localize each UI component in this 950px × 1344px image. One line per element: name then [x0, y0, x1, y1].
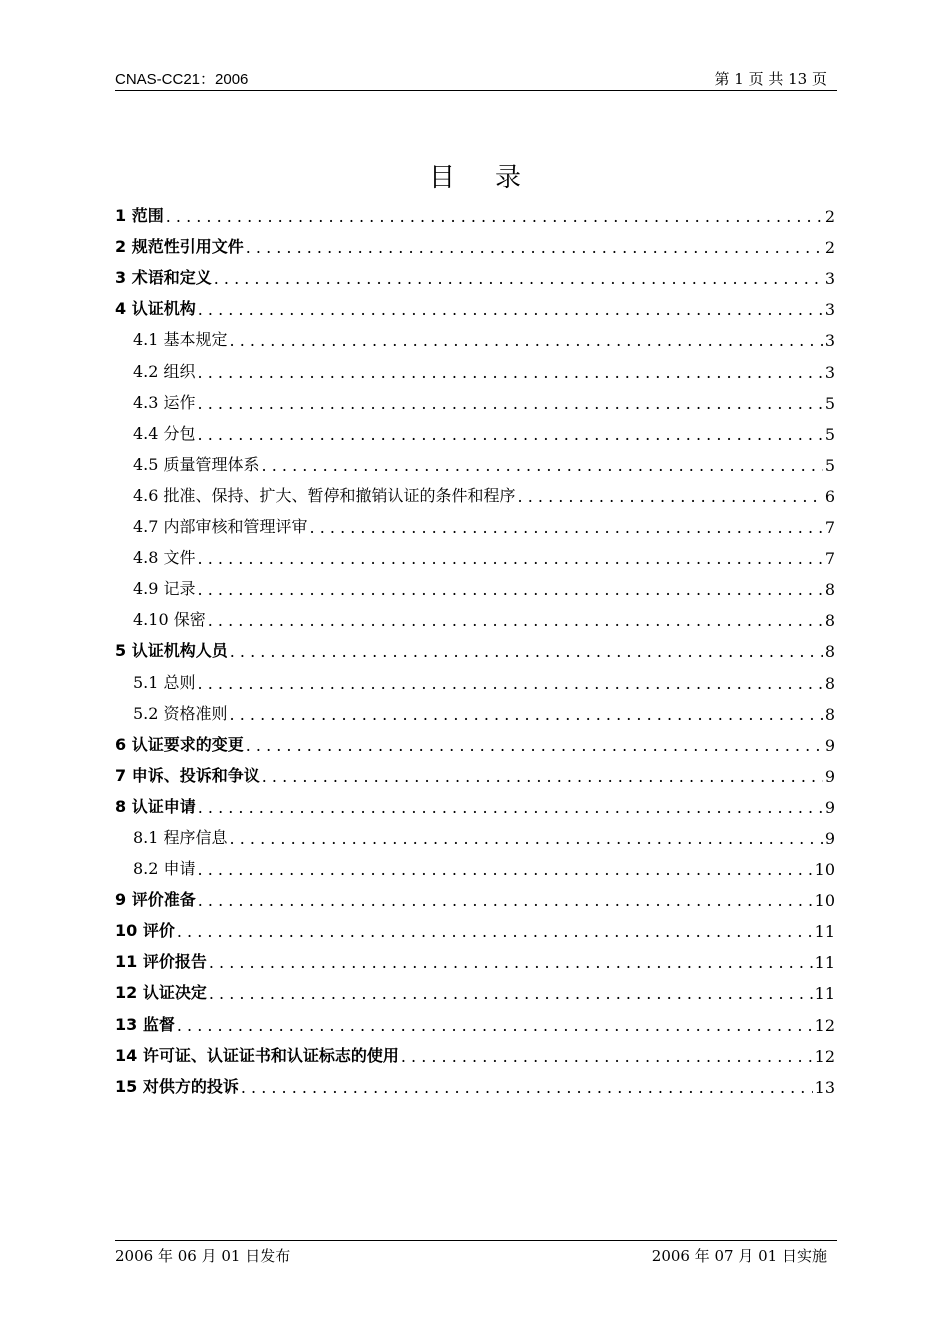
- toc-entry[interactable]: [115, 850, 835, 881]
- toc-dot-leader: [198, 891, 813, 912]
- toc-entry[interactable]: [115, 352, 835, 383]
- toc-entry-page-number: 2: [824, 238, 835, 258]
- toc-entry[interactable]: [115, 508, 835, 539]
- publish-date: 2006 年 06 月 01 日发布: [115, 1247, 291, 1265]
- toc-dot-leader: [209, 984, 813, 1005]
- page-info: 第 1 页 共 13 页: [714, 70, 827, 88]
- toc-entry-label: 8.1 程序信息: [133, 827, 228, 847]
- toc-dot-leader: [198, 363, 823, 384]
- toc-dot-leader: [198, 860, 813, 881]
- toc-entry-label: 14 许可证、认证证书和认证标志的使用: [115, 1045, 399, 1065]
- toc-dot-leader: [310, 518, 823, 539]
- page-title: 目录: [428, 163, 561, 193]
- toc-entry-label: 5 认证机构人员: [115, 641, 228, 661]
- toc-entry[interactable]: [115, 726, 835, 757]
- toc-entry-page-number: 8: [824, 642, 835, 662]
- toc-entry-label: 9 评价准备: [115, 890, 196, 910]
- toc-entry[interactable]: [115, 757, 835, 788]
- toc-entry-page-number: 11: [814, 984, 835, 1004]
- toc-entry[interactable]: [115, 1037, 835, 1068]
- toc-entry-label: 13 监督: [115, 1014, 175, 1034]
- toc-entry-page-number: 11: [814, 953, 835, 973]
- toc-dot-leader: [246, 736, 823, 757]
- toc-entry[interactable]: [115, 881, 835, 912]
- toc-dot-leader: [230, 331, 823, 352]
- toc-entry[interactable]: [115, 477, 835, 508]
- toc-entry-page-number: 3: [824, 269, 835, 289]
- toc-dot-leader: [177, 1016, 813, 1037]
- toc-entry[interactable]: [115, 228, 835, 259]
- toc-entry[interactable]: [115, 290, 835, 321]
- toc-entry[interactable]: [115, 539, 835, 570]
- toc-entry[interactable]: [115, 570, 835, 601]
- toc-entry[interactable]: [115, 384, 835, 415]
- toc-entry-label: 8 认证申请: [115, 796, 196, 816]
- toc-entry-label: 4.8 文件: [133, 548, 196, 568]
- toc-entry-page-number: 13: [814, 1077, 835, 1097]
- toc-entry-label: 8.2 申请: [133, 859, 196, 879]
- toc-entry-page-number: 10: [814, 891, 835, 911]
- toc-dot-leader: [518, 487, 823, 508]
- toc-entry-page-number: 8: [824, 611, 835, 631]
- toc-entry-page-number: 2: [824, 207, 835, 227]
- toc-entry-label: 5.1 总则: [133, 672, 196, 692]
- toc-entry[interactable]: [115, 197, 835, 228]
- toc-entry[interactable]: [115, 788, 835, 819]
- toc-entry[interactable]: [115, 259, 835, 290]
- toc-entry-page-number: 9: [824, 766, 835, 786]
- toc-entry-label: 4.5 质量管理体系: [133, 454, 260, 474]
- toc-entry-label: 4.10 保密: [133, 610, 206, 630]
- toc-entry-page-number: 12: [814, 1015, 835, 1035]
- toc-entry[interactable]: [115, 321, 835, 352]
- toc-dot-leader: [198, 674, 823, 695]
- toc-entry[interactable]: [115, 695, 835, 726]
- toc-entry[interactable]: [115, 632, 835, 663]
- toc-entry-page-number: 12: [814, 1046, 835, 1066]
- toc-dot-leader: [230, 642, 823, 663]
- toc-dot-leader: [241, 1078, 813, 1099]
- toc-entry-label: 12 认证决定: [115, 983, 207, 1003]
- toc-entry-label: 11 评价报告: [115, 952, 207, 972]
- toc-entry[interactable]: [115, 415, 835, 446]
- toc-entry-page-number: 11: [814, 922, 835, 942]
- toc-entry-label: 5.2 资格准则: [133, 703, 228, 723]
- toc-entry[interactable]: [115, 446, 835, 477]
- toc-entry-page-number: 10: [814, 860, 835, 880]
- toc-entry-label: 2 规范性引用文件: [115, 237, 244, 257]
- toc-entry-label: 4.9 记录: [133, 579, 196, 599]
- toc-dot-leader: [198, 425, 823, 446]
- toc-entry-page-number: 3: [824, 331, 835, 351]
- toc-entry-page-number: 7: [824, 518, 835, 538]
- toc-entry-label: 4.7 内部审核和管理评审: [133, 517, 308, 537]
- toc-entry[interactable]: [115, 974, 835, 1005]
- toc-entry[interactable]: [115, 663, 835, 694]
- toc-entry[interactable]: [115, 601, 835, 632]
- toc-entry-page-number: 6: [824, 486, 835, 506]
- toc-entry-page-number: 9: [824, 797, 835, 817]
- toc-entry-page-number: 5: [824, 455, 835, 475]
- toc-dot-leader: [166, 207, 823, 228]
- effective-date: 2006 年 07 月 01 日实施: [651, 1247, 827, 1265]
- toc-entry-page-number: 8: [824, 580, 835, 600]
- toc-entry-label: 3 术语和定义: [115, 268, 212, 288]
- toc-dot-leader: [262, 767, 823, 788]
- toc-dot-leader: [198, 300, 823, 321]
- toc-entry-page-number: 5: [824, 393, 835, 413]
- toc-dot-leader: [262, 456, 823, 477]
- toc-entry-label: 4.6 批准、保持、扩大、暂停和撤销认证的条件和程序: [133, 485, 516, 505]
- toc-entry[interactable]: [115, 819, 835, 850]
- toc-entry[interactable]: [115, 1005, 835, 1036]
- toc-entry-label: 7 申诉、投诉和争议: [115, 765, 260, 785]
- toc-entry[interactable]: [115, 1068, 835, 1099]
- toc-dot-leader: [198, 798, 823, 819]
- toc-entry-page-number: 7: [824, 549, 835, 569]
- toc-entry-label: 4.4 分包: [133, 423, 196, 443]
- toc-entry-page-number: 9: [824, 828, 835, 848]
- toc-entry-label: 4 认证机构: [115, 299, 196, 319]
- toc-dot-leader: [246, 238, 823, 259]
- toc-dot-leader: [230, 705, 823, 726]
- page-header: [115, 66, 837, 91]
- document-id: CNAS-CC21：2006: [115, 71, 249, 88]
- toc-dot-leader: [401, 1047, 813, 1068]
- table-of-contents: [115, 197, 835, 1099]
- toc-dot-leader: [198, 549, 823, 570]
- toc-entry-label: 1 范围: [115, 206, 164, 226]
- toc-dot-leader: [208, 611, 823, 632]
- toc-entry-label: 4.3 运作: [133, 392, 196, 412]
- toc-entry-label: 4.1 基本规定: [133, 330, 228, 350]
- toc-entry-page-number: 5: [824, 424, 835, 444]
- toc-dot-leader: [198, 580, 823, 601]
- toc-entry-label: 4.2 组织: [133, 361, 196, 381]
- toc-entry[interactable]: [115, 943, 835, 974]
- toc-dot-leader: [198, 394, 823, 415]
- toc-entry-page-number: 8: [824, 704, 835, 724]
- toc-entry-page-number: 9: [824, 735, 835, 755]
- toc-dot-leader: [177, 922, 813, 943]
- toc-entry-label: 6 认证要求的变更: [115, 734, 244, 754]
- page-footer: [115, 1240, 837, 1265]
- toc-entry-page-number: 3: [824, 362, 835, 382]
- toc-entry-page-number: 3: [824, 300, 835, 320]
- toc-dot-leader: [230, 829, 823, 850]
- toc-entry-page-number: 8: [824, 673, 835, 693]
- toc-dot-leader: [214, 269, 823, 290]
- toc-entry-label: 15 对供方的投诉: [115, 1076, 239, 1096]
- toc-entry[interactable]: [115, 912, 835, 943]
- toc-dot-leader: [209, 953, 813, 974]
- toc-entry-label: 10 评价: [115, 921, 175, 941]
